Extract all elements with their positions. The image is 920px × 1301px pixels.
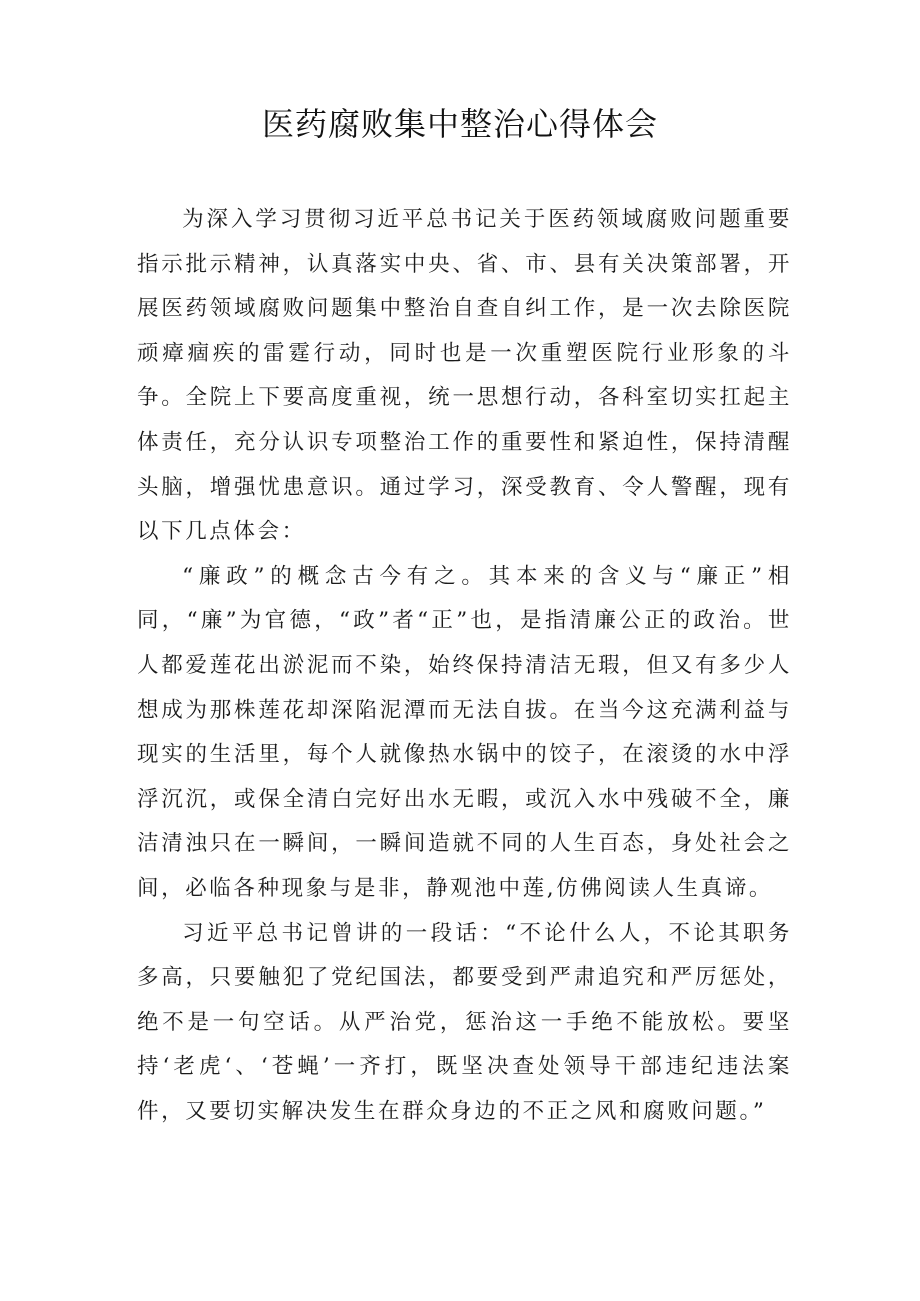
paragraph-quote: 习近平总书记曾讲的一段话：“不论什么人，不论其职务多高，只要触犯了党纪国法，都要受到严肃追究和严厉惩处，绝不是一句空话。从严治党，惩治这一手绝不能放松。要坚持‘老虎‘、‘苍蝇’一齐打，既坚决查处领导干部违纪违法案件，又要切实解决发生在群众身边的不正之风和腐败问题。”: [137, 920, 792, 1124]
document-body: [137, 198, 792, 1134]
paragraph-integrity-concept: “廉政”的概念古今有之。其本来的含义与“廉正”相同，“廉”为官德，“政”者“正”也，是指清廉公正的政治。世人都爱莲花出淤泥而不染，始终保持清洁无瑕，但又有多少人想成为那株莲花却深陷泥潭而无法自拔。在当今这充满利益与现实的生活里，每个人就像热水锅中的饺子，在滚烫的水中浮浮沉沉，或保全清白完好出水无暇，或沉入水中残破不全，廉洁清浊只在一瞬间，一瞬间造就不同的人生百态，身处社会之间，必临各种现象与是非，静观池中莲,仿佛阅读人生真谛。: [137, 563, 792, 901]
document-title: 医药腐败集中整治心得体会: [261, 105, 658, 143]
paragraph-intro: 为深入学习贯彻习近平总书记关于医药领域腐败问题重要指示批示精神，认真落实中央、省、市、县有关决策部署，开展医药领域腐败问题集中整治自查自纠工作，是一次去除医院顽瘴痼疾的雷霆行动，同时也是一次重塑医院行业形象的斗争。全院上下要高度重视，统一思想行动，各科室切实扛起主体责任，充分认识专项整治工作的重要性和紧迫性，保持清醒头脑，增强忧患意识。通过学习，深受教育、令人警醒，现有以下几点体会：: [137, 207, 792, 545]
